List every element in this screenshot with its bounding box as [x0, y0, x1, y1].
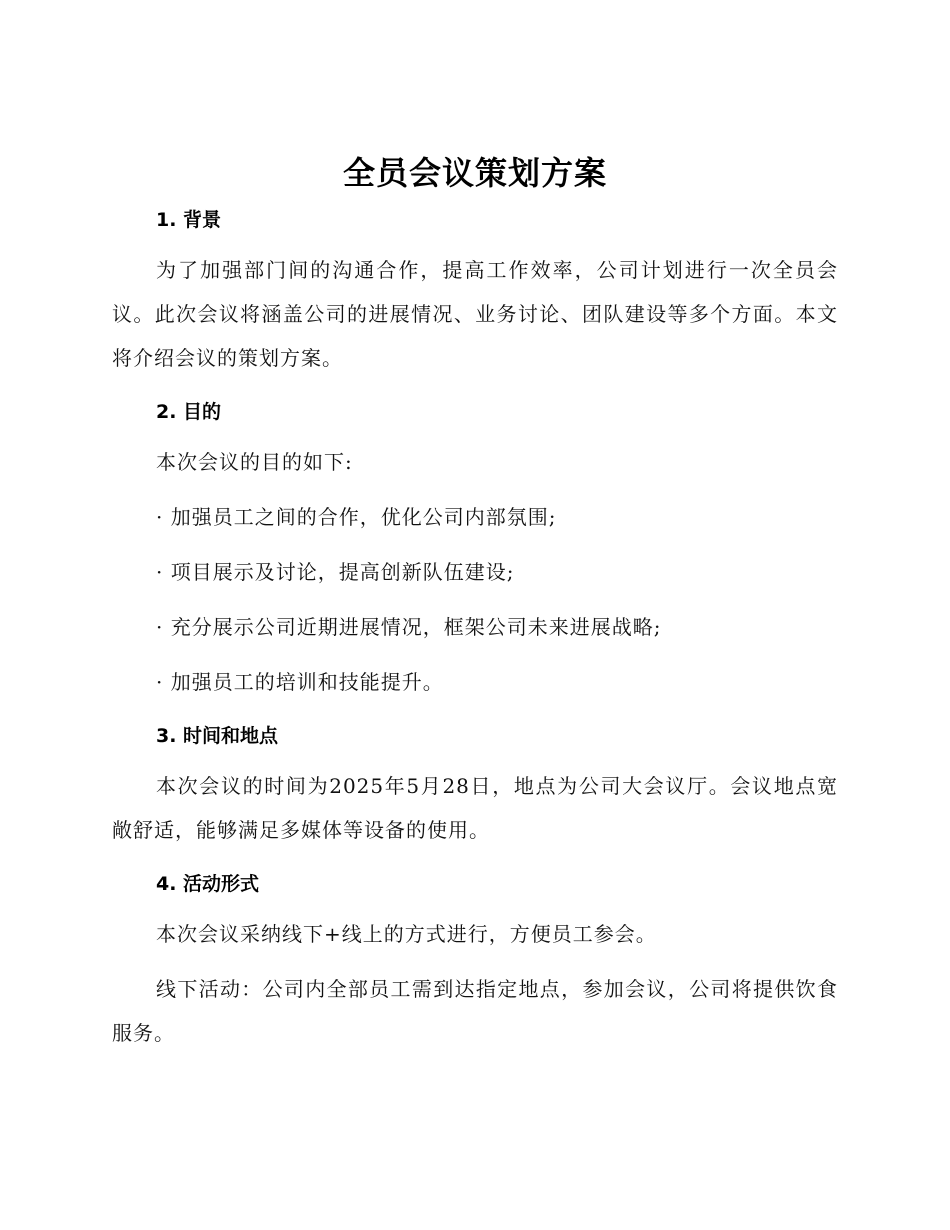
format-paragraph: 线下活动：公司内全部员工需到达指定地点，参加会议，公司将提供饮食服务。	[112, 977, 838, 1045]
purpose-intro: 本次会议的目的如下:	[156, 450, 353, 474]
section-heading-purpose: 2. 目的	[156, 401, 222, 423]
section-heading-format: 4. 活动形式	[156, 873, 260, 895]
background-paragraph: 为了加强部门间的沟通合作，提高工作效率，公司计划进行一次全员会议。此次会议将涵盖公司的进展情况、业务讨论、团队建设等多个方面。本文将介绍会议的策划方案。	[112, 258, 838, 370]
purpose-bullet-item: · 加强员工之间的合作，优化公司内部氛围;	[156, 505, 557, 529]
document-body	[112, 202, 838, 1055]
section-heading-time-place: 3. 时间和地点	[156, 725, 279, 747]
purpose-bullet-item: · 充分展示公司近期进展情况，框架公司未来进展战略;	[156, 615, 662, 639]
time-place-paragraph: 本次会议的时间为2025年5月28日，地点为公司大会议厅。会议地点宽敞舒适，能够满足多媒体等设备的使用。	[112, 774, 838, 842]
format-paragraph: 本次会议采纳线下+线上的方式进行，方便员工参会。	[156, 922, 657, 946]
section-heading-background: 1. 背景	[156, 209, 222, 231]
purpose-bullet-item: · 项目展示及讨论，提高创新队伍建设;	[156, 560, 515, 584]
purpose-bullet-item: · 加强员工的培训和技能提升。	[156, 670, 444, 694]
document-title: 全员会议策划方案	[342, 154, 607, 192]
